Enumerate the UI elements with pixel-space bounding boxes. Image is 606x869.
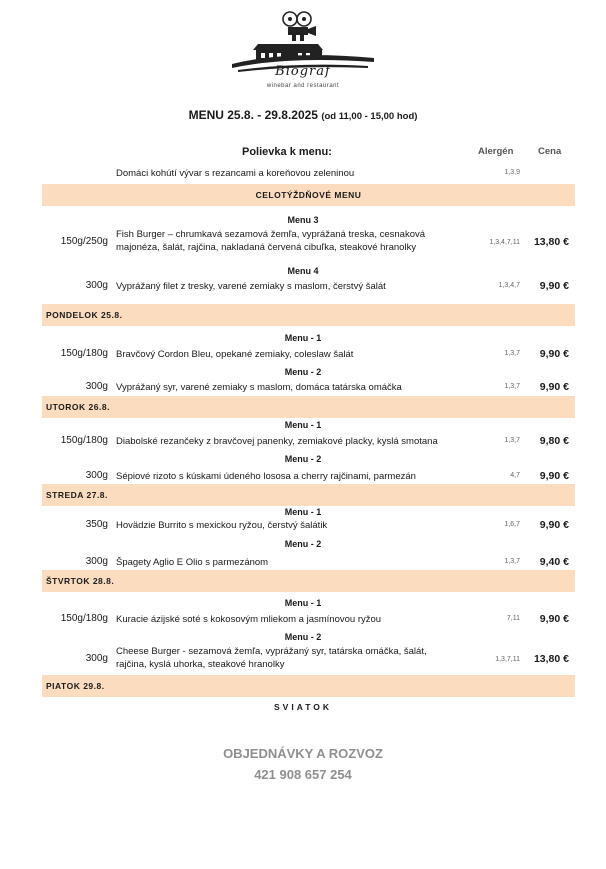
day-label: UTOROK 26.8.	[46, 402, 110, 412]
item-weight: 300g	[85, 556, 108, 567]
day-label: PONDELOK 25.8.	[46, 310, 123, 320]
menu-heading: Menu - 1	[284, 333, 322, 343]
menu-hours: (od 11,00 - 15,00 hod)	[321, 111, 418, 122]
item-weight: 150g/180g	[60, 348, 108, 359]
phone-number[interactable]: 421 908 657 254	[254, 767, 352, 782]
day-label: PIATOK 29.8.	[46, 681, 105, 691]
item-description: Hovädzie Burrito s mexickou ryžou, čerstvý šalátik	[116, 520, 328, 531]
item-price: 9,90 €	[539, 381, 569, 393]
menu-heading: Menu - 2	[284, 539, 322, 549]
brand-name: Biograf	[275, 64, 331, 79]
day-band-tuesday	[42, 396, 575, 418]
house-icon	[253, 44, 323, 50]
item-allergens: 7,11	[506, 615, 520, 622]
item-weight: 150g/180g	[60, 613, 108, 624]
item-price: 9,80 €	[539, 435, 569, 447]
item-allergens: 1,3,7,11	[495, 656, 520, 663]
item-price: 9,90 €	[539, 613, 569, 625]
menu-heading: Menu - 2	[284, 632, 322, 642]
item-allergens: 1,3,7	[504, 383, 520, 390]
item-description: Vyprážaný filet z tresky, varené zemiaky s maslom, čerstvý šalát	[116, 281, 386, 292]
item-weight: 150g/250g	[60, 236, 108, 247]
soup-allergens: 1,3,9	[504, 169, 520, 176]
item-description: Fish Burger – chrumkavá sezamová žemľa, vyprážaná treska, cesnaková majonéza, šalát, rajčina, nakladaná červená cibuľka, steakové hranolky	[116, 229, 426, 253]
item-price: 9,90 €	[539, 280, 569, 292]
day-band-wednesday	[42, 484, 575, 506]
item-allergens: 1,3,4,7,11	[489, 239, 520, 246]
soup-header: Polievka k menu:	[242, 146, 332, 158]
weekly-menu-label: CELOTÝŽDŇOVÉ MENU	[255, 190, 362, 200]
item-price: 9,40 €	[539, 556, 569, 568]
soup-description: Domáci kohútí vývar s rezancami a koreňovou zeleninou	[116, 168, 355, 179]
item-allergens: 1,3,4,7	[498, 282, 520, 289]
item-price: 9,90 €	[539, 470, 569, 482]
item-price: 13,80 €	[533, 653, 569, 665]
day-label: STREDA 27.8.	[46, 490, 108, 500]
menu-heading: Menu - 1	[284, 598, 322, 608]
menu-heading: Menu - 2	[284, 367, 322, 377]
item-allergens: 1,3,7	[504, 350, 520, 357]
item-price: 9,90 €	[539, 519, 569, 531]
day-band-thursday	[42, 570, 575, 592]
orders-delivery-label: OBJEDNÁVKY A ROZVOZ	[223, 746, 383, 761]
item-description: Kuracie ázijské soté s kokosovým mliekom a jasmínovou ryžou	[116, 614, 382, 625]
menu-heading: Menu - 1	[284, 507, 322, 517]
weekly-menu-band	[42, 184, 575, 206]
day-band-friday	[42, 675, 575, 697]
menu-date-range: MENU 25.8. - 29.8.2025	[188, 108, 318, 122]
item-allergens: 1,3,7	[504, 437, 520, 444]
item-price: 9,90 €	[539, 348, 569, 360]
menu-heading: Menu 3	[287, 215, 319, 225]
item-description: Diabolské rezančeky z bravčovej panenky, zemiakové placky, kyslá smotana	[116, 436, 438, 447]
brand-tagline: winebar and restaurant	[266, 83, 340, 89]
menu-title	[0, 108, 606, 122]
menu-heading: Menu 4	[287, 266, 319, 276]
item-allergens: 1,6,7	[504, 521, 520, 528]
holiday-note: SVIATOK	[274, 702, 332, 712]
item-weight: 300g	[85, 470, 108, 481]
menu-heading: Menu - 2	[284, 454, 322, 464]
item-description: Vyprážaný syr, varené zemiaky s maslom, domáca tatárska omáčka	[116, 382, 402, 393]
item-allergens: 1,3,7	[504, 558, 520, 565]
day-label: ŠTVRTOK 28.8.	[46, 576, 115, 586]
price-column-header: Cena	[538, 146, 562, 157]
allergen-column-header: Alergén	[478, 146, 514, 157]
menu-heading: Menu - 1	[284, 420, 322, 430]
item-description: Sépiové rizoto s kúskami údeného lososa a cherry rajčinami, parmezán	[116, 471, 416, 482]
item-allergens: 4,7	[510, 472, 520, 479]
item-description: Cheese Burger - sezamová žemľa, vyprážaný syr, tatárska omáčka, šalát, rajčina, kyslá uhorka, steakové hranolky	[116, 646, 427, 670]
item-description: Špagety Aglio E Olio s parmezánom	[116, 557, 269, 568]
item-weight: 300g	[85, 381, 108, 392]
item-weight: 300g	[85, 280, 108, 291]
item-weight: 300g	[85, 653, 108, 664]
item-weight: 150g/180g	[60, 435, 108, 446]
item-price: 13,80 €	[533, 236, 569, 248]
item-description: Bravčový Cordon Bleu, opekané zemiaky, coleslaw šalát	[116, 349, 354, 360]
item-weight: 350g	[85, 519, 108, 530]
day-band-monday	[42, 304, 575, 326]
